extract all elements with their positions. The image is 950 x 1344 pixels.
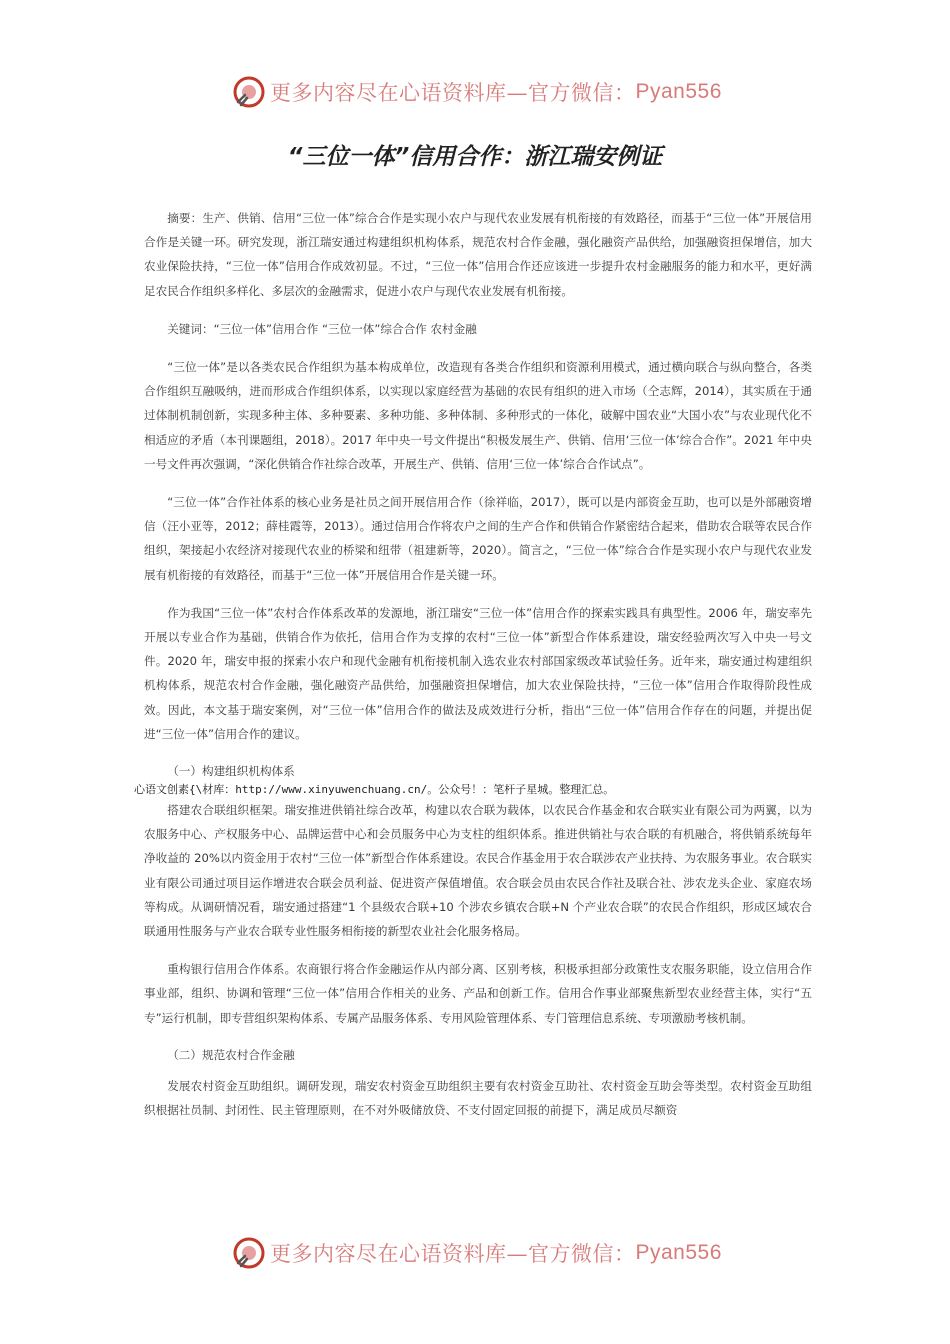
article-body <box>134 206 812 1136</box>
section-heading-1: （一）构建组织机构体系 <box>167 764 295 779</box>
abstract-paragraph: 摘要：生产、供销、信用“三位一体”综合合作是实现小农户与现代农业发展有机衔接的有效路径，而基于“三位一体”开展信用合作是关键一环。研究发现，浙江瑞安通过构建组织机构体系，规范农村合作金融，强化融资产品供给，加强融资担保增信，加大农业保险扶持，“三位一体”信用合作成效初显。不过，“三位一体”信用合作还应该进一步提升农村金融服务的能力和水平，更好满足农民合作组织多样化、多层次的金融需求，促进小农户与现代农业发展有机衔接。 <box>144 211 812 298</box>
body-paragraph-4: 搭建农合联组织框架。瑞安推进供销社综合改革，构建以农合联为载体，以农民合作基金和农合联实业有限公司为两翼，以为农服务中心、产权服务中心、品牌运营中心和会员服务中心为支柱的组织体系。推进供销社与农合联的有机融合，将供销系统每年净收益的 20%以内资金用于农村“三位一体”新型合作体系建设。农民合作基金用于农合联涉农产业扶持、为农服务事业。农合联实业有限公司通过项目运作增进农合联会员利益、促进资产保值增值。农合联会员由农民合作社及联合社、涉农龙头企业、家庭农场等构成。从调研情况看，瑞安通过搭建“1 个县级农合联+10 个涉农乡镇农合联+N 个产业农合联”的农民合作组织，形成区域农合联通用性服务与产业农合联专业性服务相衔接的新型农业社会化服务格局。 <box>144 803 812 939</box>
banner-wechat-id: Pyan556 <box>635 1241 722 1264</box>
brand-logo-icon <box>232 75 266 109</box>
body-paragraph-2: “三位一体”合作社体系的核心业务是社员之间开展信用合作（徐祥临，2017），既可以是内部资金互助，也可以是外部融资增信（汪小亚等，2012；薛桂霞等，2013）。通过信用合作将农户之间的生产合作和供销合作紧密结合起来，借助农合联等农民合作组织，架接起小农经济对接现代农业的桥梁和纽带（祖建新等，2020）。简言之，“三位一体”综合合作是实现小农户与现代农业发展有机衔接的有效路径，而基于“三位一体”开展信用合作是关键一环。 <box>144 495 812 582</box>
keywords-paragraph: 关键词：“三位一体”信用合作 “三位一体”综合合作 农村金融 <box>167 321 477 336</box>
footer-banner <box>232 1235 752 1271</box>
banner-text: 更多内容尽在心语资料库—官方微信： <box>270 1242 636 1266</box>
body-paragraph-6: 发展农村资金互助组织。调研发现，瑞安农村资金互助组织主要有农村资金互助社、农村资金互助会等类型。农村资金互助组织根据社员制、封闭性、民主管理原则，在不对外吸储放贷、不支付固定回报的前提下，满足成员尽额资 <box>144 1078 812 1118</box>
source-note: 心语文创素{\材库：http://www.xinyuwenchuang.cn/。公众号！：笔杆子星城。整理汇总。 <box>134 783 615 797</box>
body-paragraph-1: “三位一体”是以各类农民合作组织为基本构成单位，改造现有各类合作组织和资源利用模式，通过横向联合与纵向整合，各类合作组织互融吸纳，进而形成合作组织体系，以实现以家庭经营为基础的农民有组织的进入市场（仝志辉，2014），其实质在于通过体制机制创新，实现多种主体、多种要素、多种功能、多种体制、多种形式的一体化，破解中国农业“大国小农”与农业现代化不相适应的矛盾（本刊课题组，2018）。2017 年中央一号文件提出“积极发展生产、供销、信用‘三位一体’综合合作”。2021 年中央一号文件再次强调，“深化供销合作社综合改革，开展生产、供销、信用‘三位一体’综合合作试点”。 <box>144 360 812 471</box>
section-heading-2: （二）规范农村合作金融 <box>167 1047 295 1062</box>
header-banner <box>232 74 752 110</box>
body-paragraph-5: 重构银行信用合作体系。农商银行将合作金融运作从内部分离、区别考核，积极承担部分政策性支农服务职能，设立信用合作事业部，组织、协调和管理“三位一体”信用合作相关的业务、产品和创新工作。信用合作事业部聚焦新型农业经营主体，实行“五专”运行机制，即专营组织架构体系、专属产品服务体系、专用风险管理体系、专门管理信息系统、专项激励考核机制。 <box>144 962 812 1025</box>
brand-logo-icon <box>232 1236 266 1270</box>
article-title: “三位一体”信用合作：浙江瑞安例证 <box>287 144 663 170</box>
banner-wechat-id: Pyan556 <box>635 80 722 103</box>
body-paragraph-3: 作为我国“三位一体”农村合作体系改革的发源地，浙江瑞安“三位一体”信用合作的探索实践具有典型性。2006 年，瑞安率先开展以专业合作为基础，供销合作为依托，信用合作为支撑的农村“三位一体”新型合作体系建设，瑞安经验两次写入中央一号文件。2020 年，瑞安申报的探索小农户和现代金融有机衔接机制入选农业农村部国家级改革试验任务。近年来，瑞安通过构建组织机构体系，规范农村合作金融，强化融资产品供给，加强融资担保增信，加大农业保险扶持，“三位一体”信用合作取得阶段性成效。因此，本文基于瑞安案例，对“三位一体”信用合作的做法及成效进行分析，指出“三位一体”信用合作存在的问题，并提出促进“三位一体”信用合作的建议。 <box>144 605 812 741</box>
banner-text: 更多内容尽在心语资料库—官方微信： <box>270 81 636 105</box>
